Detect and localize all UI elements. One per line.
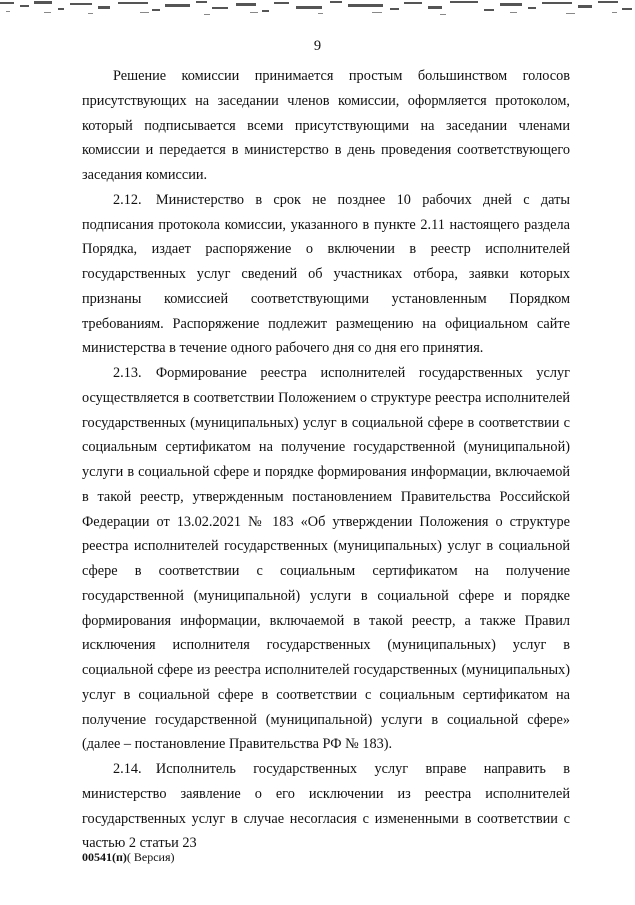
page-number: 9: [313, 38, 322, 54]
footer-document-code: 00541(п): [82, 850, 127, 864]
paragraph-commission-decision: Решение комиссии принимается простым большинством голосов присутствующих на заседании членов комиссии, оформляется протоколом, который подписывается всеми присутствующими на заседании членами комиссии и передается в министерство в день проведения соответствующего заседания комиссии.: [82, 68, 570, 183]
footer-version: ( Версия): [126, 850, 175, 864]
paragraph-2-12: 2.12. Министерство в срок не позднее 10 рабочих дней с даты подписания протокола комиссии, указанного в пункте 2.11 настоящего раздела Порядка, издает распоряжение о включении в реестр исполнителей государственных услуг сведений об участниках отбора, заявки которых признаны комиссией соответствующими установленным Порядком требованиям. Распоряжение подлежит размещению на официальном сайте министерства в течение одного рабочего дня со дня его принятия.: [82, 191, 570, 357]
paragraph-2-14: 2.14. Исполнитель государственных услуг вправе направить в министерство заявление о его исключении из реестра исполнителей государственных услуг в случае несогласия с измененными в соответствии с частью 2 статьи 23: [82, 761, 570, 852]
scan-noise-strip: [0, 0, 635, 22]
document-body: [82, 64, 570, 856]
paragraph-2-13: 2.13. Формирование реестра исполнителей государственных услуг осуществляется в соответствии Положением о структуре реестра исполнителей государственных (муниципальных) услуг в социальной сфере в соответствии с социальным сертификатом на получение государственной (муниципальной) услуги в социальной сфере и порядке формирования информации, включаемой в такой реестр, утвержденным постановлением Правительства Российской Федерации от 13.02.2021 № 183 «Об утверждении Положения о структуре реестра исполнителей государственных (муниципальных) услуг в социальной сфере в соответствии с социальным сертификатом на получение государственной (муниципальной) услуги в социальной сфере и порядке формирования информации, включаемой в такой реестр, а также Правил исключения исполнителя государственных (муниципальных) услуг в социальной сфере из реестра исполнителей государственных (муниципальных) услуг в социальной сфере в соответствии с социальным сертификатом на получение государственной (муниципальной) услуги в социальной сфере» (далее – постановление Правительства РФ № 183).: [82, 365, 570, 753]
document-footer: [82, 850, 175, 865]
